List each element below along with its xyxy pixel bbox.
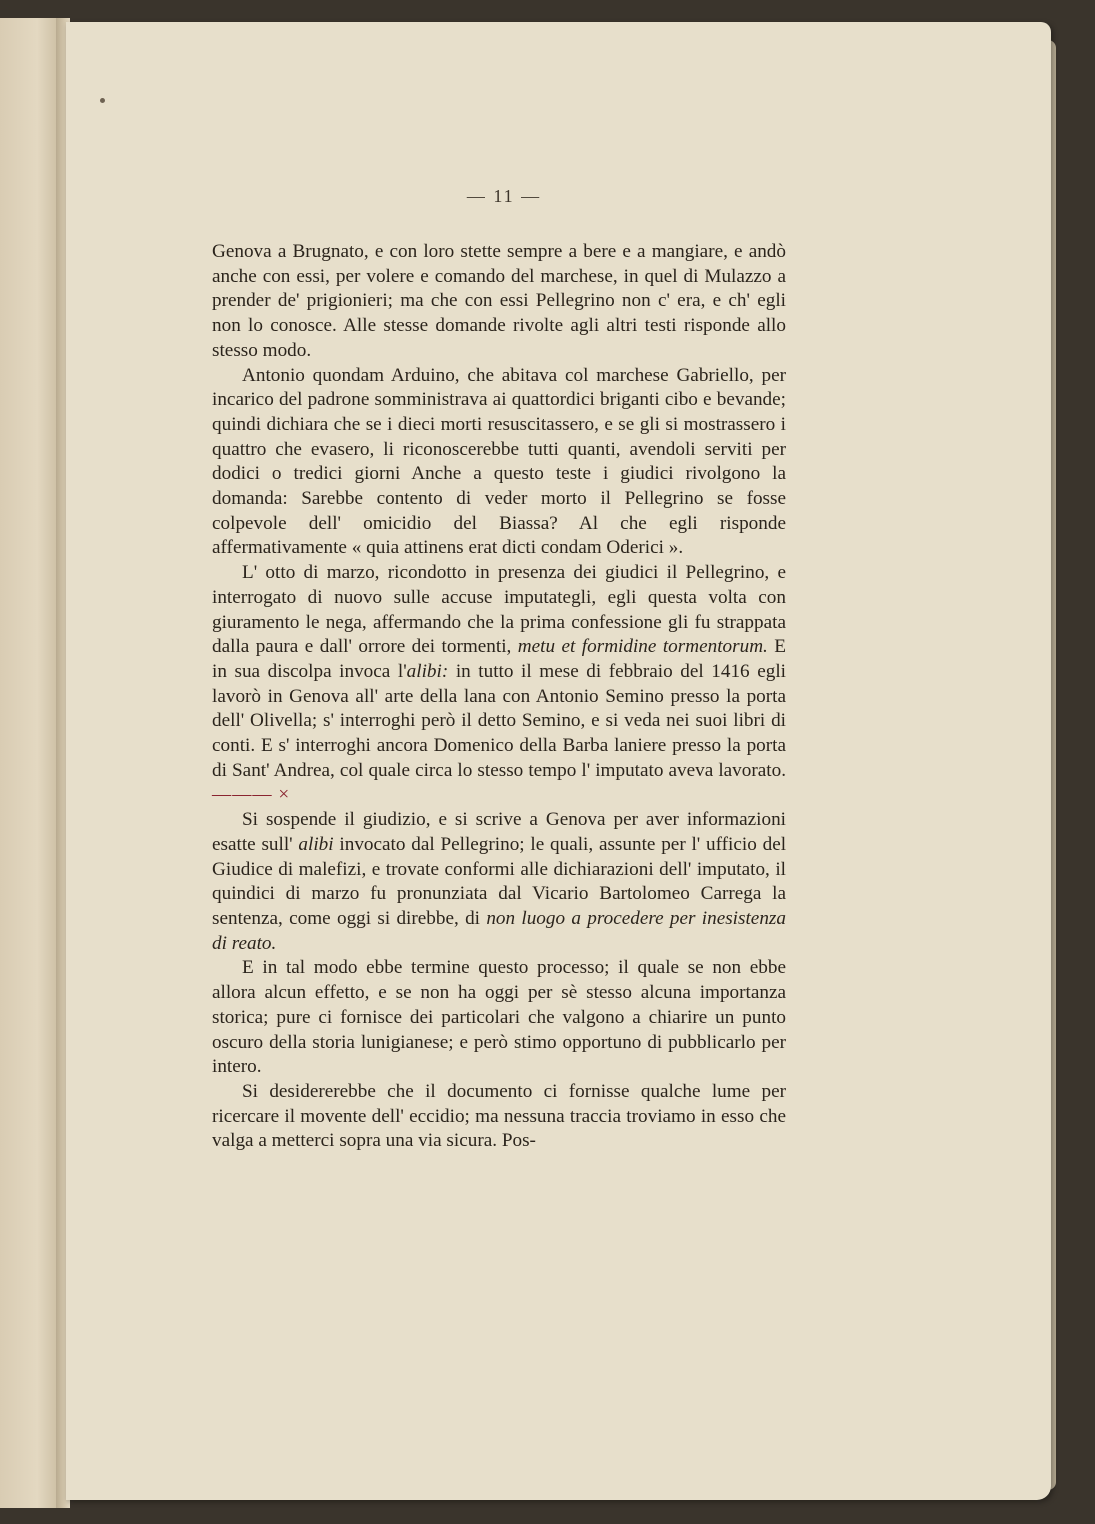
paragraph-1: Genova a Brugnato, e con loro stette sempre a bere e a mangiare, e andò anche con essi, per volere e comando del marchese, in quel di Mulazzo a prender de' prigionieri; ma che con essi Pellegrino non c' era, e ch' egli non lo conosce. Alle stesse domande rivolte agli altri testi risponde allo stesso modo. (212, 241, 786, 361)
paragraph-4-text-b: invocato dal Pellegrino; le quali, assunte per l' ufficio del Giudice di malefizi, e trovate conformi alle dichiarazioni dell' imputato, il quindici di marzo fu pronunziata dal Vicario Bartolomeo Carrega la sentenza, come oggi si direbbe, di (212, 833, 787, 929)
paragraph-3-alibi: alibi: (406, 660, 449, 682)
paragraph-4 (212, 808, 786, 956)
paragraph-6: Si desidererebbe che il documento ci fornisse qualche lume per ricercare il movente dell' eccidio; ma nessuna traccia troviamo in esso che valga a metterci sopra una via sicura. Pos- (212, 1080, 786, 1152)
paper-spot (100, 98, 105, 103)
paragraph-2: Antonio quondam Arduino, che abitava col marchese Gabriello, per incarico del padrone somministrava ai quattordici briganti cibo e bevande; quindi dichiara che se i dieci morti resuscitassero, e se gli si mostrassero i quattro che evasero, li riconoscerebbe tutti quanti, avendoli serviti per dodici o tredici giorni Anche a questo teste i giudici rivolgono la domanda: Sarebbe contento di veder morto il Pellegrino se fosse colpevole dell' omicidio del Biassa? Al che egli risponde affermativamente « quia attinens erat dicti condam Oderici ». (212, 364, 786, 559)
paragraph-4-text-a: Si sospende il giudizio, e si scrive a Genova per aver informazioni esatte sull' (212, 809, 786, 855)
paragraph-3-text-c: in tutto il mese di febbraio del 1416 egli lavorò in Genova all' arte della lana con Antonio Semino presso la porta dell' Olivella; s' interroghi però il detto Semino, e si veda nei suoi libri di conti. E s' interroghi ancora Domenico della Barba laniere presso la porta di Sant' Andrea, col quale circa lo stesso tempo l' imputato aveva lavorato. (212, 660, 786, 781)
page-number: — 11 — (466, 186, 542, 206)
paragraph-3-text-b: E in sua discolpa invoca l' (212, 636, 787, 682)
body-text (212, 240, 786, 1154)
paragraph-3-latin-phrase: metu et formidine tormentorum. (517, 636, 768, 658)
paragraph-5: E in tal modo ebbe termine questo processo; il quale se non ebbe allora alcun effetto, e se non ha oggi per sè stesso alcuna importanza storica; pure ci fornisce dei particolari che valgono a chiarire un punto oscuro della storia lunigianese; e però stimo opportuno di pubblicarlo per intero. (212, 957, 786, 1078)
paragraph-3 (212, 561, 786, 808)
handwritten-annotation: ——— × (212, 784, 291, 806)
paragraph-3-text-a: L' otto di marzo, ricondotto in presenza dei giudici il Pellegrino, e interrogato di nuovo sulle accuse imputategli, egli questa volta con giuramento le nega, affermando che la prima confessione gli fu strappata dalla paura e dall' orrore dei tormenti, (212, 562, 786, 658)
previous-page-edge (0, 18, 63, 1508)
paragraph-4-alibi: alibi (298, 833, 334, 855)
paragraph-4-legal-phrase: non luogo a procedere per inesistenza di reato. (212, 907, 786, 954)
